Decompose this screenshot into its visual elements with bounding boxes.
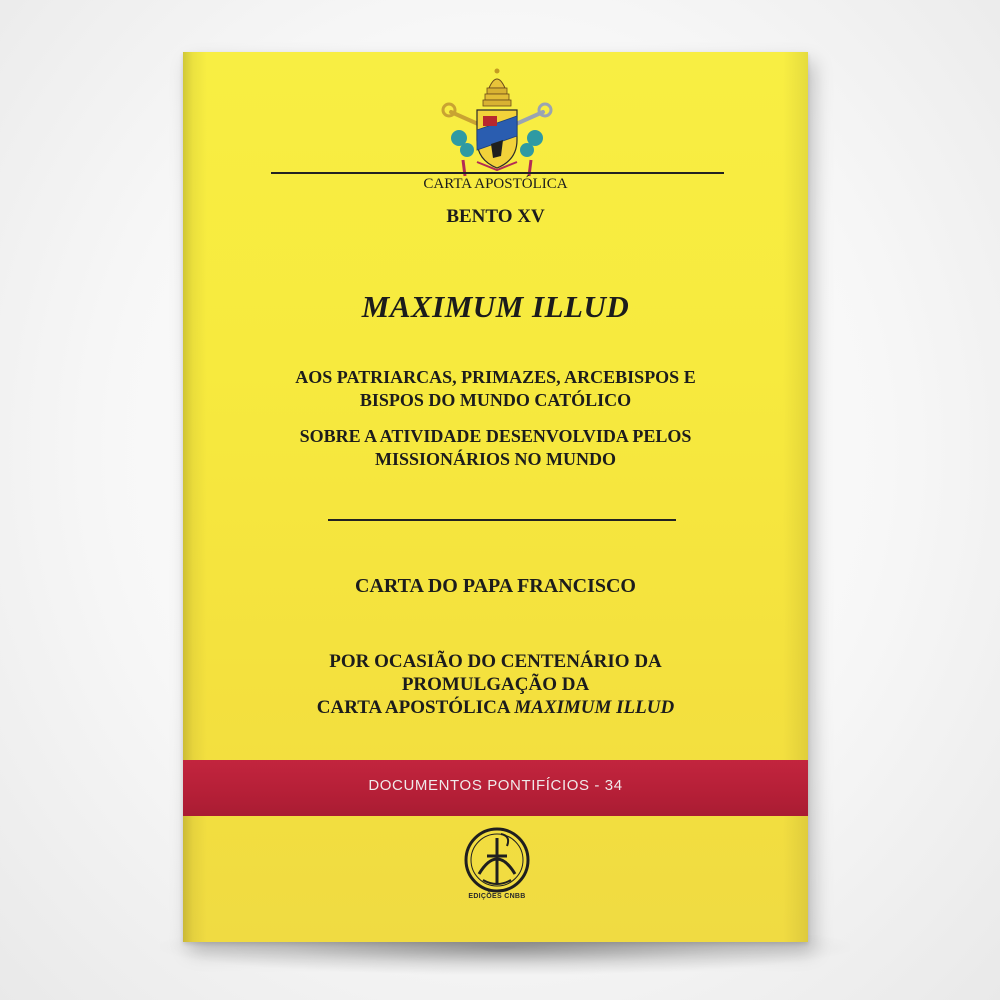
- top-divider: [271, 172, 724, 174]
- series-label: DOCUMENTOS PONTIFÍCIOS - 34: [368, 777, 623, 794]
- occasion-line-1: POR OCASIÃO DO CENTENÁRIO DA: [329, 651, 662, 672]
- papal-coat-of-arms-icon: [437, 66, 557, 182]
- occasion-line-3-italic: MAXIMUM ILLUD: [514, 697, 675, 718]
- middle-divider: [328, 519, 676, 521]
- series-band: [183, 760, 808, 816]
- letter-heading: CARTA DO PAPA FRANCISCO: [355, 575, 636, 597]
- recipients-line-1: AOS PATRIARCAS, PRIMAZES, ARCEBISPOS E: [295, 367, 696, 387]
- recipients: [183, 366, 808, 412]
- book-cover: [183, 52, 808, 942]
- occasion: [183, 650, 808, 719]
- occasion-line-3-prefix: CARTA APOSTÓLICA: [316, 697, 515, 718]
- subject-line-2: MISSIONÁRIOS NO MUNDO: [374, 449, 617, 469]
- occasion-line-2: PROMULGAÇÃO DA: [401, 674, 590, 695]
- cnbb-publisher-logo-icon: [461, 824, 533, 900]
- publisher-name: EDIÇÕES CNBB: [468, 893, 526, 900]
- author: BENTO XV: [446, 206, 545, 227]
- header-label: CARTA APOSTÓLICA: [423, 176, 568, 192]
- occasion-line-3: [183, 696, 808, 719]
- subject-line-1: SOBRE A ATIVIDADE DESENVOLVIDA PELOS: [299, 426, 692, 446]
- recipients-line-2: BISPOS DO MUNDO CATÓLICO: [359, 390, 632, 410]
- subject: [183, 425, 808, 471]
- document-title: MAXIMUM ILLUD: [361, 289, 630, 324]
